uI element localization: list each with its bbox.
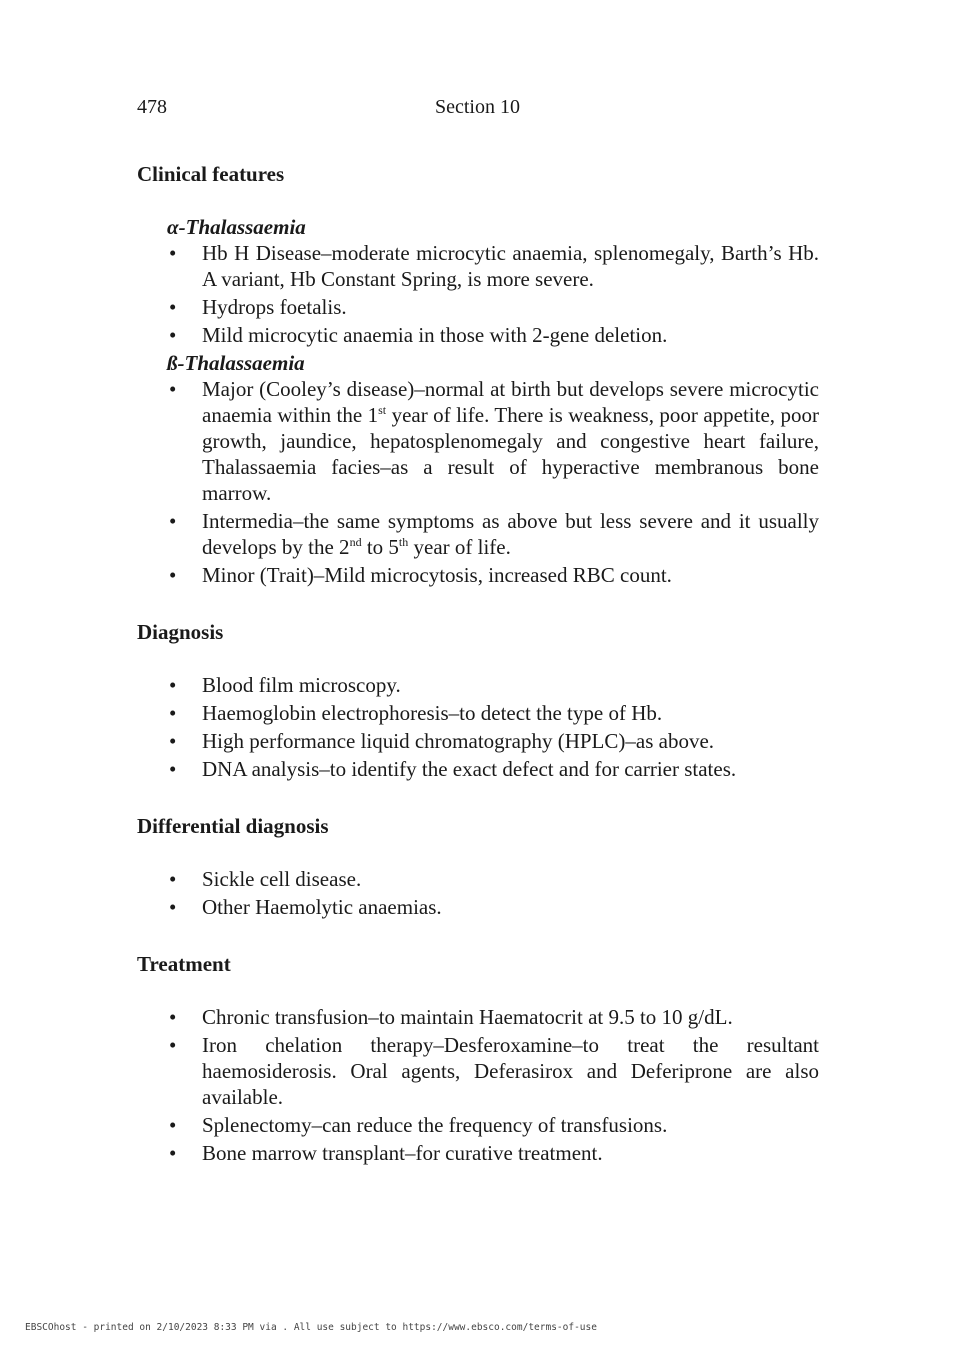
clinical-features-section: [137, 160, 819, 588]
text-run: year of life. There is weakness, poor appetite, poor growth, jaundice, hepatosplenomegaly and congestive heart failure, Thalassaemia facies–as a result of hyperactive membranous bone marrow.: [202, 403, 819, 505]
list-item: • Chronic transfusion–to maintain Haematocrit at 9.5 to 10 g/dL.: [167, 1004, 819, 1030]
superscript: th: [398, 535, 409, 549]
superscript: st: [378, 403, 387, 417]
list-item: • Hb H Disease–moderate microcytic anaemia, splenomegaly, Barth’s Hb. A variant, Hb Constant Spring, is more severe.: [167, 240, 819, 292]
differential-diagnosis-section: [137, 812, 819, 920]
superscript: nd: [349, 535, 362, 549]
alpha-thalassaemia-list: [167, 240, 819, 348]
list-item: • High performance liquid chromatography (HPLC)–as above.: [167, 728, 819, 754]
list-item: • Hydrops foetalis.: [167, 294, 819, 320]
text-run: year of life.: [408, 535, 511, 559]
list-item: • Mild microcytic anaemia in those with 2-gene deletion.: [167, 322, 819, 348]
running-head: Section 10: [435, 96, 520, 118]
list-item: • Bone marrow transplant–for curative treatment.: [167, 1140, 819, 1166]
list-item: • Iron chelation therapy–Desferoxamine–to treat the resultant haemosiderosis. Oral agents, Deferasirox and Deferiprone are also available.: [167, 1032, 819, 1110]
page-content: [137, 160, 819, 1196]
text-run: Intermedia–the same symptoms as above but less severe and it usually develops by the 2: [202, 509, 819, 559]
list-item: • Minor (Trait)–Mild microcytosis, increased RBC count.: [167, 562, 819, 588]
diagnosis-list: [167, 672, 819, 782]
differential-diagnosis-list: [167, 866, 819, 920]
treatment-list: [167, 1004, 819, 1166]
list-item: • Haemoglobin electrophoresis–to detect the type of Hb.: [167, 700, 819, 726]
section-heading-clinical-features: Clinical features: [137, 162, 285, 186]
section-heading-differential-diagnosis: Differential diagnosis: [137, 814, 329, 838]
list-item: • DNA analysis–to identify the exact defect and for carrier states.: [167, 756, 819, 782]
print-footer: EBSCOhost - printed on 2/10/2023 8:33 PM via . All use subject to https://www.ebsco.com/terms-of-use: [25, 1322, 597, 1333]
treatment-section: [137, 950, 819, 1166]
diagnosis-section: [137, 618, 819, 782]
list-item: • Blood film microscopy.: [167, 672, 819, 698]
text-run: to 5: [361, 535, 399, 559]
list-item: [167, 508, 819, 560]
page-number: 478: [137, 96, 167, 118]
list-item: • Sickle cell disease.: [167, 866, 819, 892]
section-heading-diagnosis: Diagnosis: [137, 620, 224, 644]
beta-thalassaemia-list: [167, 376, 819, 588]
text-run: Major (Cooley’s disease)–normal at birth but develops severe microcytic anaemia within the 1: [202, 377, 819, 427]
section-heading-treatment: Treatment: [137, 952, 231, 976]
subheading-beta-thalassaemia: ß-Thalassaemia: [167, 351, 305, 375]
list-item: • Other Haemolytic anaemias.: [167, 894, 819, 920]
list-item: [167, 376, 819, 506]
subheading-alpha-thalassaemia: α-Thalassaemia: [167, 215, 306, 239]
list-item: • Splenectomy–can reduce the frequency of transfusions.: [167, 1112, 819, 1138]
